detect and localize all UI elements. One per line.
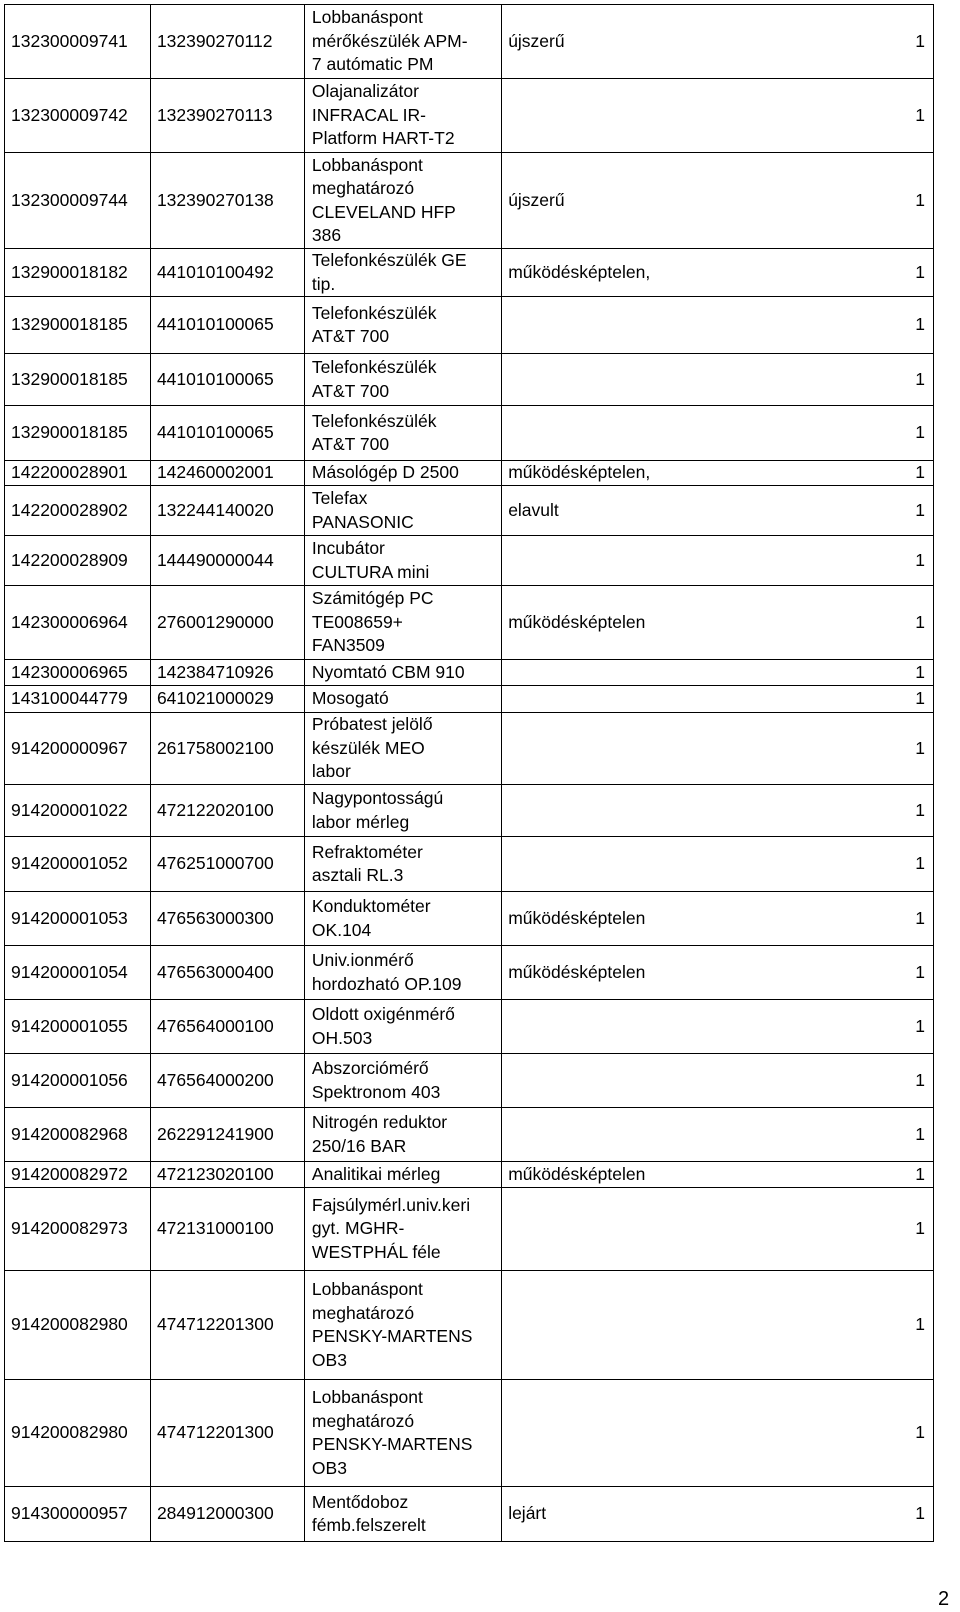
table-row <box>5 1271 934 1380</box>
item-name-cell: Mosogató <box>304 686 501 713</box>
item-name-cell: Nitrogén reduktor 250/16 BAR <box>304 1108 501 1162</box>
status-cell: újszerű <box>502 5 877 79</box>
inventory-number-cell: 132900018185 <box>5 406 151 461</box>
item-name-cell: Telefonkészülék AT&T 700 <box>304 406 501 461</box>
table-row <box>5 1162 934 1188</box>
quantity-cell: 1 <box>877 1188 934 1271</box>
status-cell <box>502 1054 877 1108</box>
inventory-number-cell: 142200028909 <box>5 536 151 586</box>
asset-code-cell: 472122020100 <box>150 785 304 837</box>
item-name-cell: Telefonkészülék AT&T 700 <box>304 354 501 406</box>
item-name-cell: Refraktométer asztali RL.3 <box>304 837 501 892</box>
quantity-cell: 1 <box>877 1108 934 1162</box>
inventory-number-cell: 914200001054 <box>5 946 151 1000</box>
asset-code-cell: 284912000300 <box>150 1487 304 1542</box>
table-row <box>5 946 934 1000</box>
quantity-cell: 1 <box>877 713 934 785</box>
item-name-cell: Konduktométer OK.104 <box>304 892 501 946</box>
quantity-cell: 1 <box>877 406 934 461</box>
status-cell <box>502 354 877 406</box>
asset-code-cell: 472131000100 <box>150 1188 304 1271</box>
inventory-number-cell: 914200001056 <box>5 1054 151 1108</box>
inventory-number-cell: 914200082980 <box>5 1380 151 1487</box>
table-row <box>5 785 934 837</box>
status-cell <box>502 660 877 686</box>
table-row <box>5 892 934 946</box>
asset-code-cell: 261758002100 <box>150 713 304 785</box>
quantity-cell: 1 <box>877 297 934 354</box>
item-name-cell: Próbatest jelölő készülék MEO labor <box>304 713 501 785</box>
asset-code-cell: 476563000300 <box>150 892 304 946</box>
inventory-table <box>4 4 934 1542</box>
quantity-cell: 1 <box>877 837 934 892</box>
status-cell <box>502 536 877 586</box>
asset-code-cell: 142460002001 <box>150 461 304 486</box>
table-row <box>5 297 934 354</box>
status-cell <box>502 713 877 785</box>
status-cell <box>502 1000 877 1054</box>
status-cell: működésképtelen <box>502 1162 877 1188</box>
table-row <box>5 486 934 536</box>
status-cell <box>502 1108 877 1162</box>
inventory-number-cell: 132300009741 <box>5 5 151 79</box>
table-row <box>5 249 934 297</box>
status-cell: működésképtelen <box>502 892 877 946</box>
quantity-cell: 1 <box>877 153 934 249</box>
table-row <box>5 686 934 713</box>
item-name-cell: Fajsúlymérl.univ.keri gyt. MGHR- WESTPHÁL féle <box>304 1188 501 1271</box>
asset-code-cell: 476564000100 <box>150 1000 304 1054</box>
asset-code-cell: 441010100065 <box>150 406 304 461</box>
quantity-cell: 1 <box>877 1054 934 1108</box>
inventory-table-body <box>5 5 934 1542</box>
inventory-number-cell: 914200001055 <box>5 1000 151 1054</box>
table-row <box>5 153 934 249</box>
status-cell <box>502 1188 877 1271</box>
status-cell: elavult <box>502 486 877 536</box>
status-cell <box>502 297 877 354</box>
status-cell <box>502 406 877 461</box>
item-name-cell: Telefonkészülék AT&T 700 <box>304 297 501 354</box>
page-number: 2 <box>938 1588 950 1610</box>
quantity-cell: 1 <box>877 354 934 406</box>
asset-code-cell: 476563000400 <box>150 946 304 1000</box>
status-cell <box>502 1271 877 1380</box>
item-name-cell: Olajanalizátor INFRACAL IR- Platform HART-T2 <box>304 79 501 153</box>
item-name-cell: Telefax PANASONIC <box>304 486 501 536</box>
status-cell <box>502 1380 877 1487</box>
inventory-number-cell: 142300006965 <box>5 660 151 686</box>
inventory-number-cell: 914200001053 <box>5 892 151 946</box>
table-row <box>5 461 934 486</box>
quantity-cell: 1 <box>877 586 934 660</box>
asset-code-cell: 132390270138 <box>150 153 304 249</box>
asset-code-cell: 132390270113 <box>150 79 304 153</box>
asset-code-cell: 641021000029 <box>150 686 304 713</box>
inventory-number-cell: 132900018185 <box>5 297 151 354</box>
status-cell: működésképtelen, <box>502 249 877 297</box>
quantity-cell: 1 <box>877 461 934 486</box>
inventory-number-cell: 914200082972 <box>5 1162 151 1188</box>
table-row <box>5 79 934 153</box>
table-row <box>5 5 934 79</box>
table-row <box>5 660 934 686</box>
item-name-cell: Lobbanáspont meghatározó PENSKY-MARTENS OB3 <box>304 1380 501 1487</box>
inventory-number-cell: 914200082968 <box>5 1108 151 1162</box>
table-row <box>5 713 934 785</box>
asset-code-cell: 441010100065 <box>150 354 304 406</box>
quantity-cell: 1 <box>877 660 934 686</box>
quantity-cell: 1 <box>877 892 934 946</box>
item-name-cell: Lobbanáspont meghatározó PENSKY-MARTENS OB3 <box>304 1271 501 1380</box>
table-row <box>5 406 934 461</box>
quantity-cell: 1 <box>877 249 934 297</box>
quantity-cell: 1 <box>877 1380 934 1487</box>
table-row <box>5 1188 934 1271</box>
quantity-cell: 1 <box>877 5 934 79</box>
quantity-cell: 1 <box>877 486 934 536</box>
asset-code-cell: 262291241900 <box>150 1108 304 1162</box>
table-row <box>5 586 934 660</box>
item-name-cell: Telefonkészülék GE tip. <box>304 249 501 297</box>
quantity-cell: 1 <box>877 1271 934 1380</box>
status-cell: működésképtelen <box>502 586 877 660</box>
item-name-cell: Számitógép PC TE008659+ FAN3509 <box>304 586 501 660</box>
asset-code-cell: 441010100492 <box>150 249 304 297</box>
status-cell <box>502 785 877 837</box>
inventory-number-cell: 142200028901 <box>5 461 151 486</box>
table-row <box>5 1000 934 1054</box>
asset-code-cell: 144490000044 <box>150 536 304 586</box>
quantity-cell: 1 <box>877 1487 934 1542</box>
asset-code-cell: 472123020100 <box>150 1162 304 1188</box>
quantity-cell: 1 <box>877 785 934 837</box>
item-name-cell: Nyomtató CBM 910 <box>304 660 501 686</box>
table-row <box>5 1108 934 1162</box>
inventory-number-cell: 132900018185 <box>5 354 151 406</box>
inventory-number-cell: 914200082973 <box>5 1188 151 1271</box>
asset-code-cell: 441010100065 <box>150 297 304 354</box>
table-row <box>5 1054 934 1108</box>
asset-code-cell: 132390270112 <box>150 5 304 79</box>
item-name-cell: Lobbanáspont mérőkészülék APM- 7 autómatic PM <box>304 5 501 79</box>
inventory-number-cell: 132900018182 <box>5 249 151 297</box>
inventory-number-cell: 143100044779 <box>5 686 151 713</box>
status-cell: működésképtelen <box>502 946 877 1000</box>
inventory-number-cell: 914200001022 <box>5 785 151 837</box>
table-row <box>5 837 934 892</box>
asset-code-cell: 476251000700 <box>150 837 304 892</box>
asset-code-cell: 474712201300 <box>150 1271 304 1380</box>
table-row <box>5 1487 934 1542</box>
inventory-number-cell: 914200082980 <box>5 1271 151 1380</box>
quantity-cell: 1 <box>877 1162 934 1188</box>
status-cell <box>502 686 877 713</box>
item-name-cell: Lobbanáspont meghatározó CLEVELAND HFP 386 <box>304 153 501 249</box>
inventory-number-cell: 914200001052 <box>5 837 151 892</box>
item-name-cell: Nagypontosságú labor mérleg <box>304 785 501 837</box>
item-name-cell: Mentődoboz fémb.felszerelt <box>304 1487 501 1542</box>
inventory-number-cell: 142300006964 <box>5 586 151 660</box>
table-row <box>5 354 934 406</box>
inventory-number-cell: 914300000957 <box>5 1487 151 1542</box>
item-name-cell: Abszorciómérő Spektronom 403 <box>304 1054 501 1108</box>
item-name-cell: Incubátor CULTURA mini <box>304 536 501 586</box>
asset-code-cell: 476564000200 <box>150 1054 304 1108</box>
status-cell: újszerű <box>502 153 877 249</box>
item-name-cell: Analitikai mérleg <box>304 1162 501 1188</box>
item-name-cell: Univ.ionmérő hordozható OP.109 <box>304 946 501 1000</box>
item-name-cell: Másológép D 2500 <box>304 461 501 486</box>
asset-code-cell: 132244140020 <box>150 486 304 536</box>
status-cell <box>502 837 877 892</box>
table-row <box>5 1380 934 1487</box>
quantity-cell: 1 <box>877 686 934 713</box>
quantity-cell: 1 <box>877 1000 934 1054</box>
status-cell: működésképtelen, <box>502 461 877 486</box>
quantity-cell: 1 <box>877 79 934 153</box>
quantity-cell: 1 <box>877 946 934 1000</box>
inventory-number-cell: 132300009744 <box>5 153 151 249</box>
asset-code-cell: 142384710926 <box>150 660 304 686</box>
inventory-number-cell: 132300009742 <box>5 79 151 153</box>
inventory-number-cell: 914200000967 <box>5 713 151 785</box>
item-name-cell: Oldott oxigénmérő OH.503 <box>304 1000 501 1054</box>
asset-code-cell: 474712201300 <box>150 1380 304 1487</box>
asset-code-cell: 276001290000 <box>150 586 304 660</box>
table-row <box>5 536 934 586</box>
quantity-cell: 1 <box>877 536 934 586</box>
status-cell <box>502 79 877 153</box>
inventory-number-cell: 142200028902 <box>5 486 151 536</box>
status-cell: lejárt <box>502 1487 877 1542</box>
